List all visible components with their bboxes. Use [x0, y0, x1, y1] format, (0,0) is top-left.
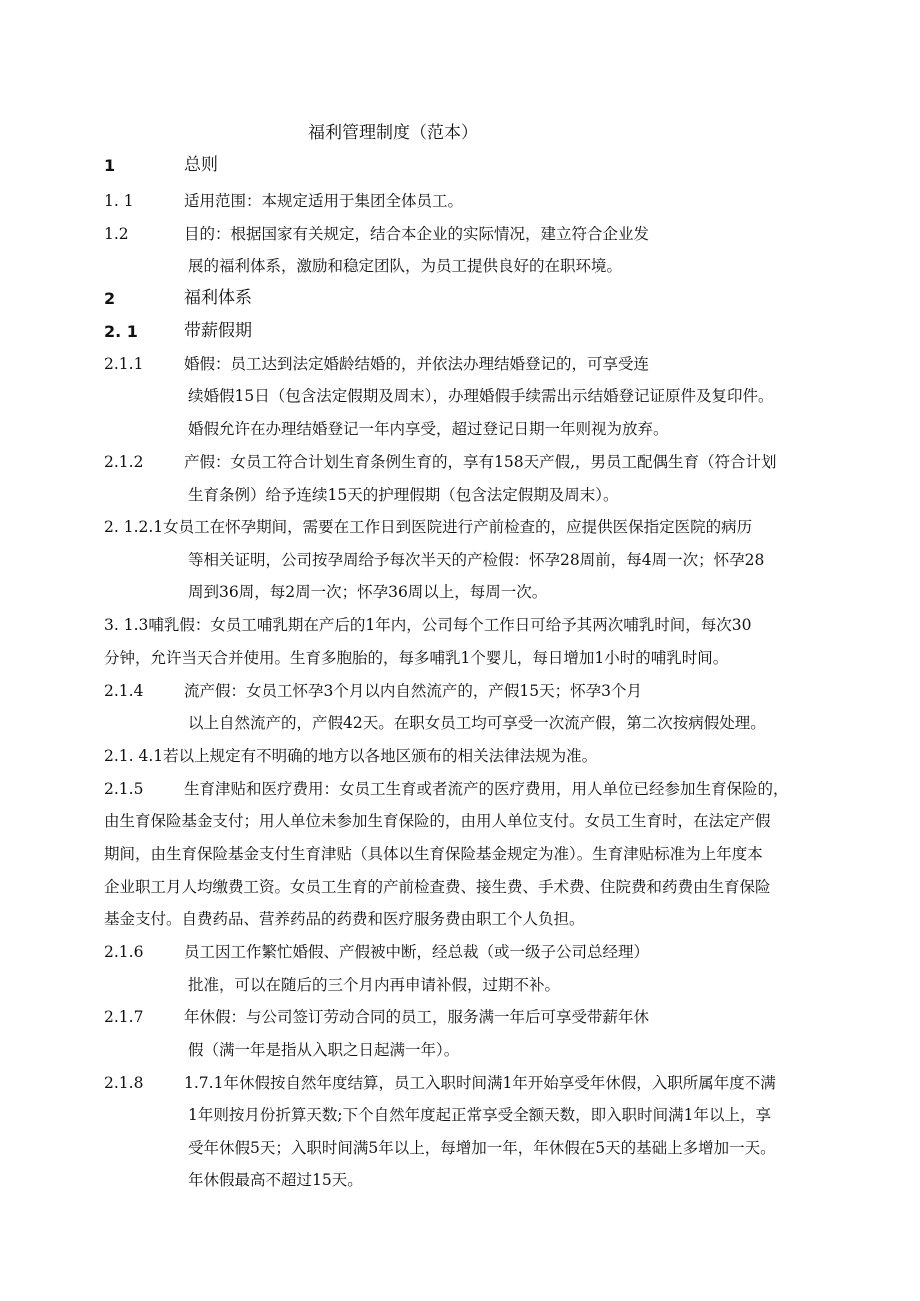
- section-2-1-8-line: 1年则按月份折算天数;下个自然年度起正常享受全额天数，即入职时间满1年以上，享: [188, 1106, 771, 1124]
- section-1-title: 总则: [184, 155, 218, 175]
- section-2-1-8-line: 年休假最高不超过15天。: [188, 1171, 363, 1189]
- section-2-1-1-line: 婚假：员工达到法定婚龄结婚的，并依法办理结婚登记的，可享受连: [184, 355, 650, 373]
- section-2-1-1-number: 2.1.1: [104, 355, 144, 373]
- section-2-1-5-line: 企业职工月人均缴费工资。女员工生育的产前检查费、接生费、手术费、住院费和药费由生育保险: [104, 878, 771, 896]
- section-2-1-5-line: 生育津贴和医疗费用：女员工生育或者流产的医疗费用，用人单位已经参加生育保险的，: [184, 780, 789, 798]
- section-2-1-6-line: 员工因工作繁忙婚假、产假被中断，经总裁（或一级子公司总经理）: [184, 943, 650, 961]
- section-2-1-5-line: 由生育保险基金支付；用人单位未参加生育保险的，由用人单位支付。女员工生育时，在法定产假: [104, 812, 771, 830]
- section-2-1-8-line: 1.7.1年休假按自然年度结算，员工入职时间满1年开始享受年休假，入职所属年度不满: [184, 1074, 776, 1092]
- document-title: 福利管理制度（范本）: [308, 123, 478, 143]
- section-2-1-7-number: 2.1.7: [104, 1008, 144, 1026]
- section-2-1-2-1-line: 2. 1.2.1女员工在怀孕期间，需要在工作日到医院进行产前检查的，应提供医保指定医院的病历: [104, 518, 753, 536]
- section-2-1-6-line: 批准，可以在随后的三个月内再申请补假，过期不补。: [188, 976, 561, 994]
- section-1-2-line: 展的福利体系，激励和稳定团队，为员工提供良好的在职环境。: [188, 257, 623, 275]
- section-2-1-5-line: 基金支付。自费药品、营养药品的药费和医疗服务费由职工个人负担。: [104, 910, 585, 928]
- section-2-1-4-1-text: 2.1. 4.1若以上规定有不明确的地方以各地区颁布的相关法律法规为准。: [104, 747, 598, 765]
- section-2-1-8-line: 受年休假5天；入职时间满5年以上，每增加一年，年休假在5天的基础上多增加一天。: [188, 1139, 776, 1157]
- section-2-1-3-line: 分钟，允许当天合并使用。生育多胞胎的，每多哺乳1个婴儿，每日增加1小时的哺乳时间。: [104, 649, 729, 667]
- section-2-1-7-line: 假（满一年是指从入职之日起满一年）。: [188, 1041, 460, 1059]
- section-2-1-6-number: 2.1.6: [104, 943, 144, 961]
- section-2-1-3-line: 3. 1.3哺乳假：女员工哺乳期在产后的1年内，公司每个工作日可给予其两次哺乳时间，每次30: [104, 616, 752, 634]
- section-2-1-2-line: 生育条例）给予连续15天的护理假期（包含法定假期及周末）。: [188, 486, 619, 504]
- section-2-1-5-line: 期间，由生育保险基金支付生育津贴（具体以生育保险基金规定为准）。生育津贴标准为上年度本: [104, 845, 763, 863]
- section-2-1-4-number: 2.1.4: [104, 682, 144, 700]
- section-2-1-2-1-line: 周到36周，每2周一次；怀孕36周以上，每周一次。: [188, 583, 548, 601]
- section-2-1-1-line: 婚假允许在办理结婚登记一年内享受，超过登记日期一年则视为放弃。: [188, 420, 669, 438]
- section-2-1-title: 带薪假期: [184, 321, 252, 341]
- section-2-1-1-line: 续婚假15日（包含法定假期及周末），办理婚假手续需出示结婚登记证原件及复印件。: [188, 387, 774, 405]
- section-2-1-8-number: 2.1.8: [104, 1074, 144, 1092]
- section-2-1-2-line: 产假：女员工符合计划生育条例生育的，享有158天产假,，男员工配偶生育（符合计划: [184, 453, 777, 471]
- section-2-1-4-line: 以上自然流产的，产假42天。在职女员工均可享受一次流产假，第二次按病假处理。: [188, 714, 766, 732]
- section-1-1-text: 适用范围：本规定适用于集团全体员工。: [184, 192, 464, 210]
- section-2-number: 2: [104, 289, 116, 308]
- section-2-1-2-number: 2.1.2: [104, 453, 144, 471]
- section-2-1-5-number: 2.1.5: [104, 780, 144, 798]
- section-1-2-line: 目的：根据国家有关规定，结合本企业的实际情况，建立符合企业发: [184, 225, 650, 243]
- section-2-title: 福利体系: [184, 288, 252, 308]
- section-2-1-2-1-line: 等相关证明，公司按孕周给予每次半天的产检假：怀孕28周前，每4周一次；怀孕28: [188, 551, 765, 569]
- section-1-1-number: 1. 1: [104, 192, 134, 210]
- section-1-2-number: 1.2: [104, 225, 129, 243]
- section-2-1-number: 2. 1: [104, 322, 138, 341]
- section-2-1-4-line: 流产假：女员工怀孕3个月以内自然流产的，产假15天；怀孕3个月: [184, 682, 642, 700]
- section-1-number: 1: [104, 156, 116, 175]
- section-2-1-7-line: 年休假：与公司签订劳动合同的员工，服务满一年后可享受带薪年休: [184, 1008, 650, 1026]
